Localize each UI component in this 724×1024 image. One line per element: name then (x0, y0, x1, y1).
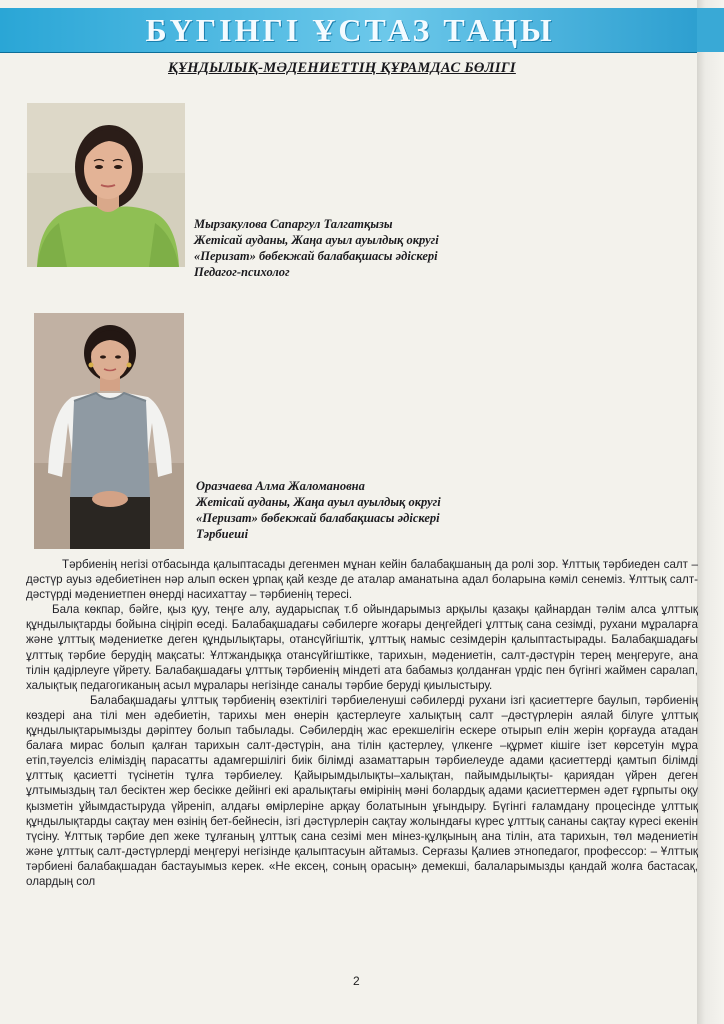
paragraph: Бала көкпар, бәйге, қыз қуу, теңге алу, аударыспақ т.б ойындарымыз арқылы қазақы қайнардан тәлім алса ұлттық құндылықтарды бойына сіңіріп өседі. Балабақшадағы сәбилерге жоғары деңгейдегі ұлттық сана сезімді, рухани мұраларға және ұлттық мәдениетке деген құндылықтары, отансүйгіштік, ұлттық намыс сезімдерін қалыптастырады. Балабақшадағы ұлттық тәрбие берудің мақсаты: Ұлтжандыққа отансүйгіштікке, тарихын, мәдениетін, салт-дәстүрін терең меңгеруге, ана тілін қадірлеуге үйрету. Балабақшадағы ұлттық тәрбиенің міндеті ата бабамыз қолданған үрдіс пен бүгінгі жаймен саралап, халықтық педагогиканың асыл мұралары негізінде саналы тәрбие беруді қиылыстыру. (26, 603, 698, 692)
paragraph: Балабақшадағы ұлттық тәрбиенің өзектілігі тәрбиеленуші сәбилерді рухани ізгі қасиеттерге баулып, тәрбиенің көздері ана тілі мен әдебиетін, тарихы мен өнерін қастерлеуге халықтың салт –дәстүрлерін аялай білуге ұлттық құндылықтарымызды дәріптеу болып табылады. Сәбилердің жас ерекшелігін ескере отырып елін жерін қорғауда атадан балаға мирас болып қалған тарихын салт-дәстүрін, ана тілін қастерлеу, үлкенге –құрмет кішіге ізет көрсетуін мұра етіп,тәуелсіз еліміздің парасатты адамгершілігі биік білімді азаматтарын тәрбиелеуде адами қасиеттерді қамтып білімді ұлттық қасиетті түсінетін тұлға тәрбиелеу. Қайырымдылықты–халықтан, пайымдылықты- қариядан үйрен деген ұлтымыздың тал бесіктен жер бесікке дейінгі екі аралықтағы өмірінің мәні болардық адами қасиеттермен әдет ғұрпыты оқу қызметін ұйымдастыруда үйреніп, алдағы өмірлеріне арқау болатынын ұғындыру. Бүгінгі ғаламдану процесінде ұлттық құндылықтарды сақтау мен өзінің бет-бейнесін, ізгі дәстүрлерін сақтау жолындағы күрес ұлттық сананы сақтау күресі екенін түсіну. Ұлттық тәрбие деп жеке тұлғаның ұлттық сана сезімі мен мінез-құлқының ана тілін, ата тарихын, төл мәдениетін және ұлттық салт-дәстүрлерді меңгеруі негізінде қалыптасуын айтамыз. Серғазы Қалиев этнопедагог, профессор: – Ұлттық тәрбиені балабақшадан бастауымыз керек. «Не ексең, соның орасың» демекші, балаларымызды қандай жолға бастасақ, олардың сол (26, 693, 698, 888)
author2-organization: «Перизат» бөбекжай балабақшасы әдіскері (196, 511, 440, 525)
author2-caption (196, 478, 516, 542)
portrait-illustration (34, 313, 184, 549)
portrait-illustration (27, 103, 185, 267)
page-number: 2 (353, 974, 360, 988)
author1-photo (27, 103, 185, 267)
article-body (26, 557, 698, 889)
adjacent-page-banner (697, 8, 724, 52)
author2-photo (34, 313, 184, 549)
paragraph: Тәрбиенің негізі отбасында қалыптасады дегенмен мұнан кейін балабақшаның да ролі зор. Ұлттық тәрбиеден салт –дәстүр ауыз әдебиетінен нәр алып өскен ұрпақ қай кезде де аталар аманатына адал боларына кәміл сенеміз. Ұлттық салт-дәстүрді мәдениетпен өнерді насихаттау – тәрбиенің тересі. (26, 558, 698, 602)
author1-district: Жетісай ауданы, Жаңа ауыл ауылдық округі (194, 233, 439, 247)
author1-organization: «Перизат» бөбекжай балабақшасы әдіскері (194, 249, 438, 263)
author1-position: Педагог-психолог (194, 265, 290, 279)
author2-position: Тәрбиеші (196, 527, 249, 541)
author2-name: Оразчаева Алма Жаломановна (196, 479, 365, 493)
section-banner (0, 8, 700, 52)
author2-district: Жетісай ауданы, Жаңа ауыл ауылдық округі (196, 495, 441, 509)
author1-name: Мырзакулова Сапаргул Талгатқызы (194, 217, 393, 231)
article-title: ҚҰНДЫЛЫҚ-МӘДЕНИЕТТІҢ ҚҰРАМДАС БӨЛІГІ (168, 60, 516, 76)
author1-caption (194, 216, 514, 280)
adjacent-page-edge (697, 0, 724, 1024)
banner-title: БҮГІНГІ ҰСТАЗ ТАҢЫ (145, 12, 555, 48)
